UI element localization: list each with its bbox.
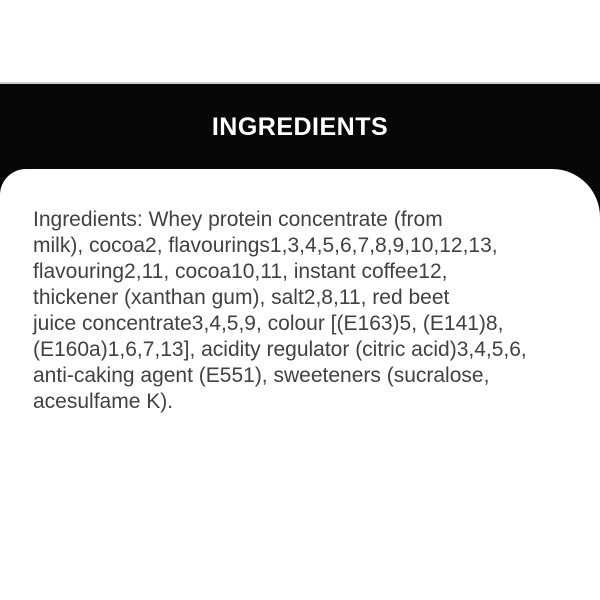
- ingredients-title: INGREDIENTS: [211, 112, 389, 141]
- ingredients-paragraph: [33, 207, 580, 415]
- ingredients-header: [0, 82, 600, 172]
- ingredient-line: thickener (xanthan gum), salt2,8,11, red beet: [33, 286, 450, 309]
- ingredients-card: [0, 169, 600, 600]
- ingredient-line: Ingredients: Whey protein concentrate (from: [33, 208, 443, 231]
- ingredient-line: anti-caking agent (E551), sweeteners (sucralose,: [33, 364, 490, 387]
- ingredient-line: acesulfame K).: [33, 390, 174, 413]
- ingredient-line: flavouring2,11, cocoa10,11, instant coffee12,: [33, 260, 448, 283]
- ingredient-line: milk), cocoa2, flavourings1,3,4,5,6,7,8,9,10,12,13,: [33, 234, 498, 257]
- ingredient-line: (E160a)1,6,7,13], acidity regulator (citric acid)3,4,5,6,: [33, 338, 527, 361]
- ingredient-line: juice concentrate3,4,5,9, colour [(E163)5, (E141)8,: [33, 312, 504, 335]
